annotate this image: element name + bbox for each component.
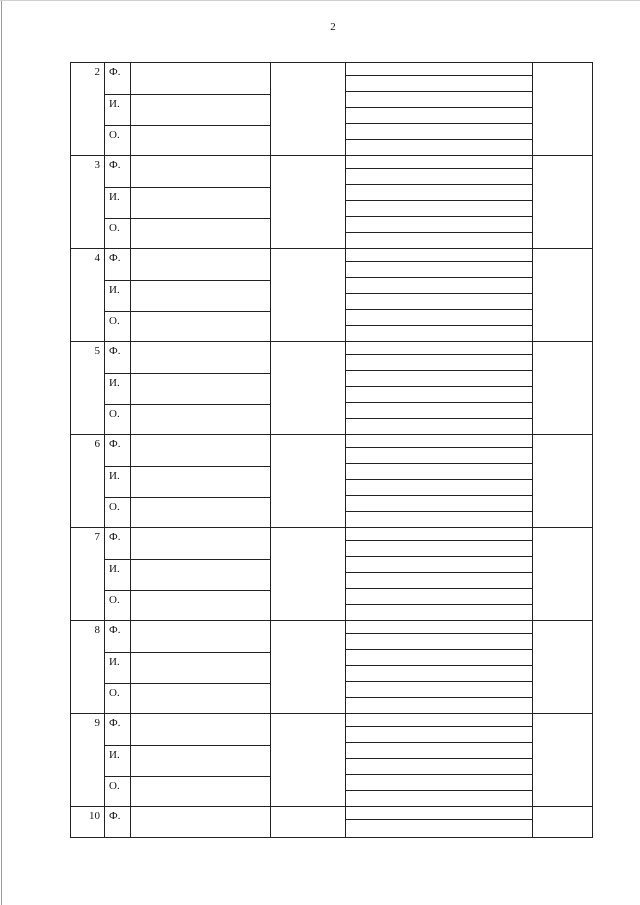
entry-line — [346, 418, 532, 419]
entry-line — [346, 139, 532, 140]
cell-border — [592, 714, 593, 806]
cell-border — [270, 342, 271, 434]
entry-line — [346, 402, 532, 403]
field-label: О. — [109, 408, 120, 420]
patronymic-cell[interactable] — [104, 776, 270, 807]
table-row — [70, 806, 593, 838]
surname-cell[interactable] — [104, 714, 270, 744]
cell-border — [532, 714, 533, 806]
field-label: Ф. — [109, 66, 121, 78]
row-number: 3 — [94, 159, 100, 171]
cell-border — [592, 342, 593, 434]
cell-border — [345, 63, 346, 155]
row-number: 8 — [94, 624, 100, 636]
name-cell[interactable] — [104, 373, 270, 404]
cell-border — [532, 621, 533, 713]
field-label: О. — [109, 501, 120, 513]
scan-edge-top — [0, 0, 640, 1]
name-cell[interactable] — [104, 187, 270, 218]
cell-border — [592, 807, 593, 837]
entry-line — [346, 665, 532, 666]
entry-line — [346, 742, 532, 743]
field-label: О. — [109, 129, 120, 141]
cell-border — [345, 249, 346, 341]
field-label: Ф. — [109, 624, 121, 636]
table-row — [70, 248, 593, 341]
entry-line — [346, 277, 532, 278]
cell-border — [592, 63, 593, 155]
cell-border — [532, 249, 533, 341]
table-row — [70, 341, 593, 434]
row-number: 9 — [94, 717, 100, 729]
entry-line — [346, 354, 532, 355]
cell-border — [70, 63, 71, 155]
page-number: 2 — [330, 21, 336, 33]
field-label: Ф. — [109, 531, 121, 543]
entry-line — [346, 386, 532, 387]
entry-line — [346, 604, 532, 605]
entry-line — [346, 758, 532, 759]
field-label: И. — [109, 284, 120, 296]
cell-border — [70, 807, 71, 837]
surname-cell[interactable] — [104, 435, 270, 465]
entry-line — [346, 479, 532, 480]
patronymic-cell[interactable] — [104, 218, 270, 249]
table-row — [70, 620, 593, 713]
field-label: Ф. — [109, 438, 121, 450]
entry-line — [346, 261, 532, 262]
surname-cell[interactable] — [104, 528, 270, 558]
name-cell[interactable] — [104, 745, 270, 776]
entry-line — [346, 325, 532, 326]
patronymic-cell[interactable] — [104, 590, 270, 621]
cell-border — [345, 435, 346, 527]
entry-line — [346, 200, 532, 201]
entry-line — [346, 774, 532, 775]
surname-cell[interactable] — [104, 807, 270, 837]
entry-line — [346, 232, 532, 233]
entry-line — [346, 293, 532, 294]
cell-border — [532, 156, 533, 248]
entry-line — [346, 216, 532, 217]
field-label: Ф. — [109, 159, 121, 171]
name-cell[interactable] — [104, 559, 270, 590]
cell-border — [270, 528, 271, 620]
cell-border — [592, 621, 593, 713]
field-label: И. — [109, 470, 120, 482]
cell-border — [532, 807, 533, 837]
cell-border — [270, 714, 271, 806]
field-label: И. — [109, 656, 120, 668]
row-number: 2 — [94, 66, 100, 78]
table-row — [70, 713, 593, 806]
entry-line — [346, 540, 532, 541]
patronymic-cell[interactable] — [104, 404, 270, 435]
cell-border — [592, 249, 593, 341]
field-label: И. — [109, 191, 120, 203]
entry-line — [346, 463, 532, 464]
cell-border — [270, 435, 271, 527]
table-row — [70, 434, 593, 527]
cell-border — [70, 528, 71, 620]
entry-line — [346, 511, 532, 512]
name-cell[interactable] — [104, 652, 270, 683]
entry-line — [346, 819, 532, 820]
cell-border — [345, 156, 346, 248]
cell-border — [70, 342, 71, 434]
row-number: 6 — [94, 438, 100, 450]
patronymic-cell[interactable] — [104, 497, 270, 528]
cell-border — [70, 435, 71, 527]
cell-border — [532, 63, 533, 155]
cell-border — [270, 621, 271, 713]
field-label: О. — [109, 687, 120, 699]
patronymic-cell[interactable] — [104, 311, 270, 342]
entry-line — [346, 495, 532, 496]
entry-line — [346, 184, 532, 185]
entry-line — [346, 370, 532, 371]
field-label: Ф. — [109, 810, 121, 822]
field-label: О. — [109, 780, 120, 792]
cell-border — [592, 156, 593, 248]
field-label: Ф. — [109, 252, 121, 264]
entry-line — [346, 681, 532, 682]
field-label: И. — [109, 749, 120, 761]
surname-cell[interactable] — [104, 621, 270, 651]
entry-line — [346, 123, 532, 124]
row-number: 4 — [94, 252, 100, 264]
cell-border — [270, 156, 271, 248]
field-label: И. — [109, 377, 120, 389]
cell-border — [70, 249, 71, 341]
field-label: И. — [109, 98, 120, 110]
cell-border — [345, 342, 346, 434]
cell-border — [592, 435, 593, 527]
entry-line — [346, 91, 532, 92]
patronymic-cell[interactable] — [104, 683, 270, 714]
field-label: Ф. — [109, 345, 121, 357]
entry-line — [346, 633, 532, 634]
entry-line — [346, 697, 532, 698]
cell-border — [70, 156, 71, 248]
field-label: О. — [109, 315, 120, 327]
cell-border — [592, 528, 593, 620]
entry-line — [346, 790, 532, 791]
field-label: О. — [109, 222, 120, 234]
name-cell[interactable] — [104, 466, 270, 497]
cell-border — [532, 435, 533, 527]
entry-line — [346, 75, 532, 76]
cell-border — [70, 714, 71, 806]
patronymic-cell[interactable] — [104, 125, 270, 156]
name-cell[interactable] — [104, 94, 270, 125]
cell-border — [270, 63, 271, 155]
table-row — [70, 62, 593, 155]
cell-border — [70, 621, 71, 713]
row-number: 7 — [94, 531, 100, 543]
surname-cell[interactable] — [104, 249, 270, 279]
entry-line — [346, 726, 532, 727]
cell-border — [270, 807, 271, 837]
entry-line — [346, 107, 532, 108]
entry-line — [346, 588, 532, 589]
name-cell[interactable] — [104, 280, 270, 311]
field-label: Ф. — [109, 717, 121, 729]
surname-cell[interactable] — [104, 156, 270, 186]
cell-border — [532, 528, 533, 620]
form-table — [70, 62, 593, 838]
cell-border — [345, 714, 346, 806]
entry-line — [346, 572, 532, 573]
table-row — [70, 527, 593, 620]
row-number: 10 — [89, 810, 100, 822]
entry-line — [346, 447, 532, 448]
entry-line — [346, 309, 532, 310]
field-label: О. — [109, 594, 120, 606]
cell-border — [270, 249, 271, 341]
cell-border — [532, 342, 533, 434]
entry-line — [346, 649, 532, 650]
surname-cell[interactable] — [104, 63, 270, 93]
entry-line — [346, 556, 532, 557]
scan-edge — [1, 0, 2, 905]
row-number: 5 — [94, 345, 100, 357]
cell-border — [345, 621, 346, 713]
cell-border — [345, 807, 346, 837]
cell-border — [345, 528, 346, 620]
table-row — [70, 155, 593, 248]
entry-line — [346, 168, 532, 169]
field-label: И. — [109, 563, 120, 575]
surname-cell[interactable] — [104, 342, 270, 372]
